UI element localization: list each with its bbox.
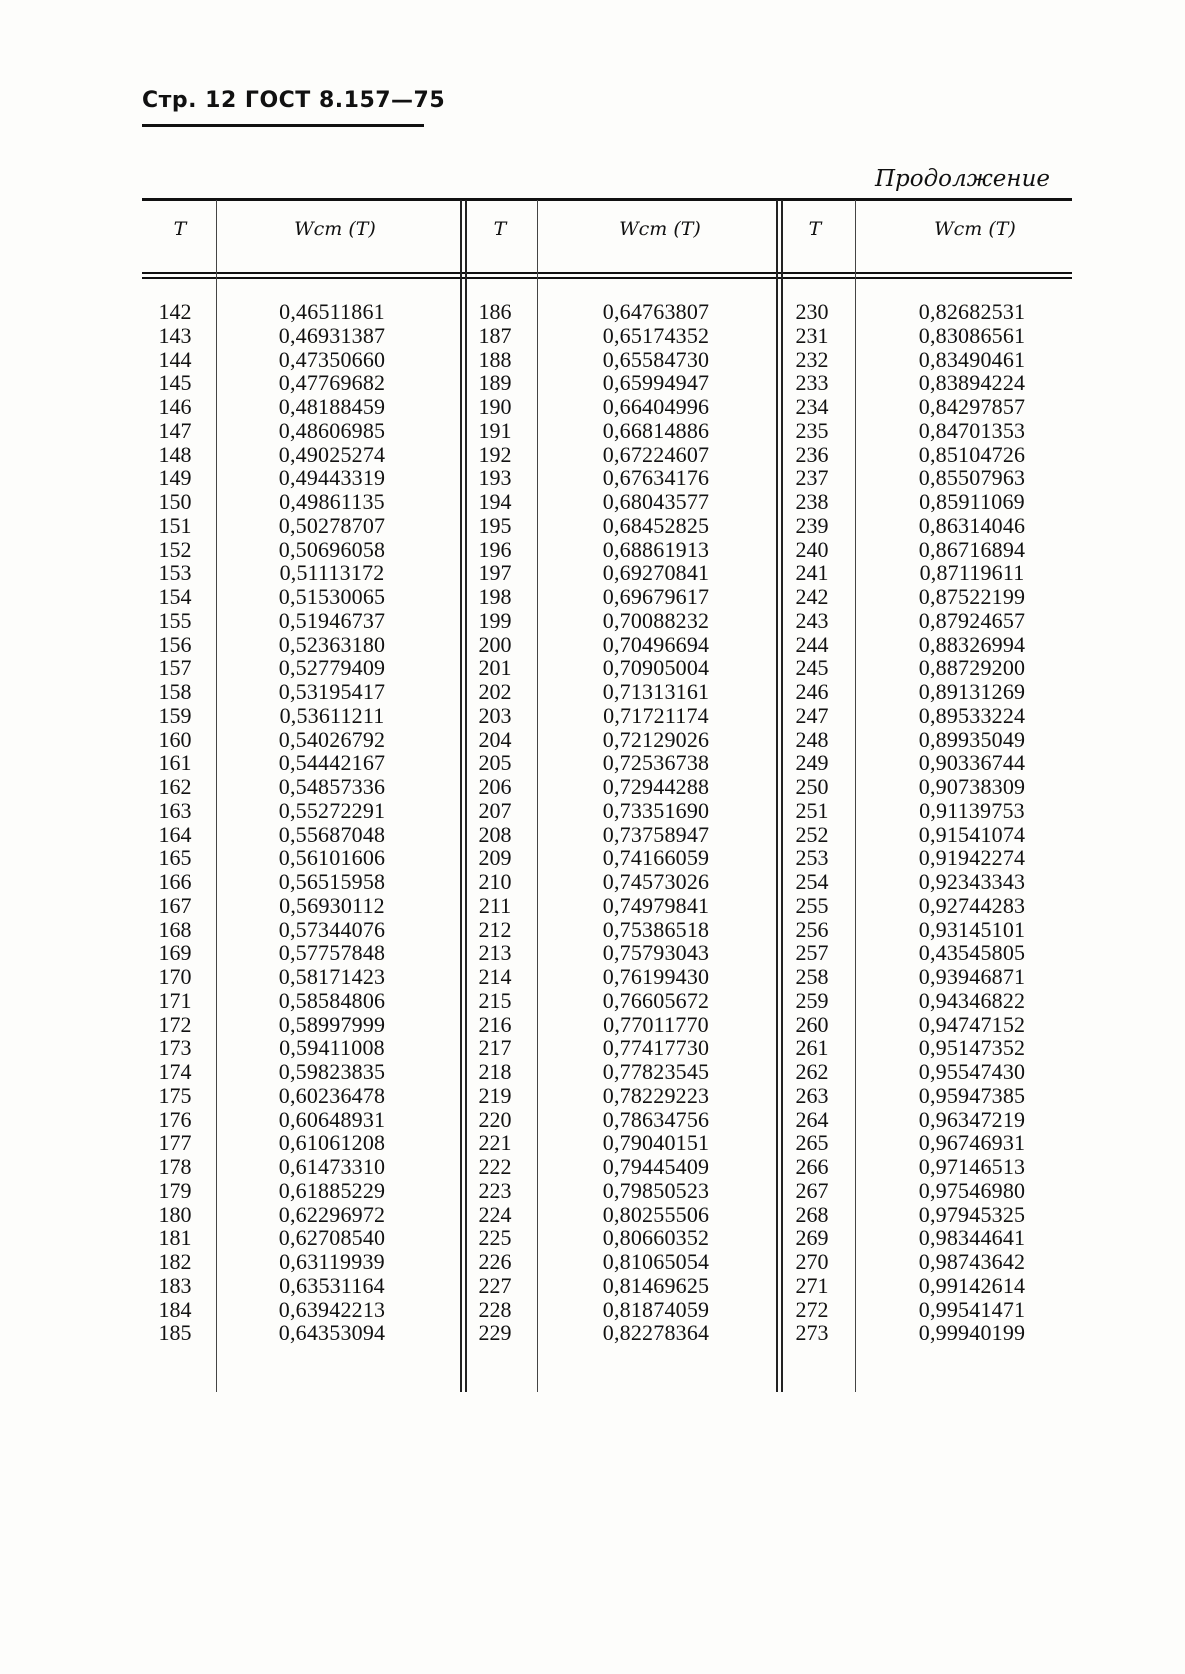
cell-ratio: 0,79850523: [602, 1177, 710, 1203]
cell-temperature: 173: [158, 1035, 192, 1061]
cell-temperature: 176: [158, 1106, 192, 1132]
cell-ratio: 0,53611211: [279, 702, 385, 728]
cell-ratio: 0,95147352: [918, 1035, 1026, 1061]
cell-ratio: 0,60236478: [278, 1082, 386, 1108]
cell-temperature: 160: [158, 726, 192, 752]
cell-ratio: 0,69270841: [602, 560, 710, 586]
cell-ratio: 0,48188459: [278, 394, 386, 419]
cell-ratio: 0,80660352: [602, 1225, 710, 1251]
cell-temperature: 162: [158, 774, 192, 799]
table-top-rule: [142, 198, 1072, 201]
cell-ratio: 0,77011770: [603, 1011, 709, 1037]
cell-ratio: 0,59411008: [279, 1035, 385, 1061]
cell-ratio: 0,76605672: [602, 987, 710, 1013]
cell-temperature: 154: [158, 584, 192, 609]
cell-temperature: 144: [158, 346, 192, 372]
cell-temperature: 174: [158, 1059, 192, 1084]
cell-temperature: 142: [158, 299, 192, 324]
cell-ratio: 0,47769682: [278, 370, 386, 396]
cell-temperature: 244: [795, 631, 829, 657]
cell-temperature: 192: [478, 441, 512, 467]
cell-ratio: 0,59823835: [278, 1059, 386, 1084]
cell-ratio: 0,53195417: [278, 679, 386, 704]
cell-ratio: 0,61885229: [278, 1177, 386, 1203]
cell-temperature: 211: [478, 892, 512, 918]
cell-temperature: 243: [795, 607, 829, 633]
cell-ratio: 0,63119939: [279, 1249, 385, 1274]
cell-temperature: 193: [478, 465, 512, 491]
cell-ratio: 0,99940199: [918, 1320, 1026, 1346]
cell-ratio: 0,74573026: [602, 869, 710, 894]
cell-temperature: 170: [158, 964, 192, 989]
cell-ratio: 0,93145101: [918, 916, 1026, 942]
cell-temperature: 217: [478, 1035, 512, 1061]
cell-temperature: 167: [158, 892, 192, 918]
cell-temperature: 240: [795, 536, 829, 562]
header-w-1: Wст (T): [294, 218, 376, 240]
cell-temperature: 255: [795, 892, 829, 918]
cell-temperature: 161: [158, 750, 192, 776]
cell-temperature: 235: [795, 417, 829, 443]
cell-ratio: 0,58171423: [278, 964, 386, 989]
cell-ratio: 0,65174352: [602, 322, 710, 348]
cell-ratio: 0,84297857: [918, 394, 1026, 419]
cell-ratio: 0,73351690: [602, 797, 710, 823]
cell-ratio: 0,64353094: [278, 1320, 386, 1346]
cell-ratio: 0,86314046: [918, 512, 1026, 538]
cell-ratio: 0,82682531: [918, 299, 1026, 324]
header-underline: [142, 124, 424, 127]
cell-ratio: 0,56515958: [278, 869, 386, 894]
cell-ratio: 0,52363180: [278, 631, 386, 657]
cell-temperature: 214: [478, 964, 512, 989]
cell-ratio: 0,83086561: [918, 322, 1026, 348]
header-w-2: Wст (T): [619, 218, 701, 240]
cell-temperature: 180: [158, 1201, 192, 1227]
cell-temperature: 163: [158, 797, 192, 823]
cell-temperature: 213: [478, 940, 512, 966]
cell-temperature: 158: [158, 679, 192, 704]
cell-ratio: 0,62296972: [278, 1201, 386, 1227]
cell-temperature: 152: [158, 536, 192, 562]
cell-ratio: 0,61473310: [278, 1154, 386, 1179]
cell-ratio: 0,86716894: [918, 536, 1026, 562]
cell-ratio: 0,65994947: [602, 370, 710, 396]
cell-temperature: 149: [158, 465, 192, 491]
cell-temperature: 143: [158, 322, 192, 348]
cell-ratio: 0,85507963: [918, 465, 1026, 491]
cell-ratio: 0,67634176: [602, 465, 710, 491]
group-divider: [460, 200, 462, 1392]
column-divider: [537, 200, 538, 1392]
column-w-group1: [232, 300, 432, 1345]
header-w-3: Wст (T): [934, 218, 1016, 240]
cell-ratio: 0,49025274: [278, 441, 386, 467]
cell-temperature: 203: [478, 702, 512, 728]
cell-temperature: 227: [478, 1272, 512, 1298]
column-w-group3: [872, 300, 1072, 1345]
cell-ratio: 0,91541074: [918, 821, 1026, 847]
cell-temperature: 271: [795, 1272, 829, 1298]
cell-temperature: 270: [795, 1249, 829, 1274]
cell-ratio: 0,58584806: [278, 987, 386, 1013]
cell-ratio: 0,93946871: [918, 964, 1026, 989]
column-t-group2: [465, 300, 525, 1345]
cell-temperature: 194: [478, 489, 512, 514]
cell-ratio: 0,85911069: [919, 489, 1025, 514]
cell-ratio: 0,78229223: [602, 1082, 710, 1108]
cell-temperature: 196: [478, 536, 512, 562]
cell-temperature: 146: [158, 394, 192, 419]
cell-temperature: 155: [158, 607, 192, 633]
cell-temperature: 184: [158, 1296, 192, 1322]
column-t-group3: [782, 300, 842, 1345]
cell-ratio: 0,92744283: [918, 892, 1026, 918]
cell-temperature: 151: [158, 512, 192, 538]
cell-temperature: 206: [478, 774, 512, 799]
cell-temperature: 239: [795, 512, 829, 538]
cell-ratio: 0,79445409: [602, 1154, 710, 1179]
cell-temperature: 273: [795, 1320, 829, 1346]
cell-temperature: 272: [795, 1296, 829, 1322]
cell-ratio: 0,72129026: [602, 726, 710, 752]
cell-ratio: 0,71313161: [602, 679, 710, 704]
cell-ratio: 0,92343343: [918, 869, 1026, 894]
cell-temperature: 265: [795, 1130, 829, 1156]
cell-temperature: 182: [158, 1249, 192, 1274]
cell-ratio: 0,54857336: [278, 774, 386, 799]
cell-ratio: 0,62708540: [278, 1225, 386, 1251]
cell-ratio: 0,54442167: [278, 750, 386, 776]
cell-temperature: 172: [158, 1011, 192, 1037]
cell-ratio: 0,49861135: [279, 489, 385, 514]
group-divider: [776, 200, 778, 1392]
cell-temperature: 210: [478, 869, 512, 894]
cell-ratio: 0,50696058: [278, 536, 386, 562]
cell-ratio: 0,70905004: [602, 655, 710, 681]
header-t-1: T: [173, 218, 187, 240]
cell-temperature: 249: [795, 750, 829, 776]
cell-ratio: 0,72536738: [602, 750, 710, 776]
cell-temperature: 253: [795, 845, 829, 871]
cell-ratio: 0,96347219: [918, 1106, 1026, 1132]
cell-temperature: 166: [158, 869, 192, 894]
cell-ratio: 0,61061208: [278, 1130, 386, 1156]
cell-temperature: 191: [478, 417, 512, 443]
cell-ratio: 0,70496694: [602, 631, 710, 657]
cell-temperature: 150: [158, 489, 192, 514]
cell-temperature: 199: [478, 607, 512, 633]
cell-temperature: 238: [795, 489, 829, 514]
cell-temperature: 183: [158, 1272, 192, 1298]
cell-ratio: 0,51946737: [278, 607, 386, 633]
cell-ratio: 0,63531164: [279, 1272, 385, 1298]
cell-ratio: 0,90738309: [918, 774, 1026, 799]
cell-ratio: 0,57757848: [278, 940, 386, 966]
table-header-rule-second: [142, 277, 1072, 279]
cell-ratio: 0,55272291: [278, 797, 386, 823]
cell-temperature: 261: [795, 1035, 829, 1061]
cell-temperature: 207: [478, 797, 512, 823]
cell-temperature: 179: [158, 1177, 192, 1203]
cell-ratio: 0,72944288: [602, 774, 710, 799]
cell-temperature: 200: [478, 631, 512, 657]
cell-ratio: 0,97945325: [918, 1201, 1026, 1227]
cell-temperature: 229: [478, 1320, 512, 1346]
cell-ratio: 0,75793043: [602, 940, 710, 966]
cell-ratio: 0,99142614: [918, 1272, 1026, 1298]
cell-temperature: 178: [158, 1154, 192, 1179]
column-w-group2: [556, 300, 756, 1345]
cell-ratio: 0,99541471: [918, 1296, 1026, 1322]
cell-ratio: 0,81874059: [602, 1296, 710, 1322]
cell-temperature: 169: [158, 940, 192, 966]
cell-temperature: 246: [795, 679, 829, 704]
cell-ratio: 0,97146513: [918, 1154, 1026, 1179]
cell-ratio: 0,95947385: [918, 1082, 1026, 1108]
cell-temperature: 204: [478, 726, 512, 752]
cell-temperature: 222: [478, 1154, 512, 1179]
cell-temperature: 250: [795, 774, 829, 799]
cell-ratio: 0,98344641: [918, 1225, 1026, 1251]
cell-ratio: 0,49443319: [278, 465, 386, 491]
cell-ratio: 0,64763807: [602, 299, 710, 324]
cell-ratio: 0,94346822: [918, 987, 1026, 1013]
cell-temperature: 236: [795, 441, 829, 467]
cell-temperature: 267: [795, 1177, 829, 1203]
cell-temperature: 187: [478, 322, 512, 348]
column-divider: [855, 200, 856, 1392]
cell-ratio: 0,54026792: [278, 726, 386, 752]
cell-temperature: 171: [158, 987, 192, 1013]
cell-temperature: 234: [795, 394, 829, 419]
cell-temperature: 258: [795, 964, 829, 989]
cell-ratio: 0,47350660: [278, 346, 386, 372]
cell-ratio: 0,68861913: [602, 536, 710, 562]
cell-temperature: 231: [795, 322, 829, 348]
cell-ratio: 0,48606985: [278, 417, 386, 443]
cell-ratio: 0,91942274: [918, 845, 1026, 871]
cell-temperature: 157: [158, 655, 192, 681]
cell-temperature: 156: [158, 631, 192, 657]
cell-temperature: 251: [795, 797, 829, 823]
column-t-group1: [145, 300, 205, 1345]
cell-ratio: 0,57344076: [278, 916, 386, 942]
cell-ratio: 0,84701353: [918, 417, 1026, 443]
cell-ratio: 0,87522199: [918, 584, 1026, 609]
cell-temperature: 225: [478, 1225, 512, 1251]
cell-temperature: 263: [795, 1082, 829, 1108]
cell-ratio: 0,56930112: [279, 892, 385, 918]
cell-temperature: 159: [158, 702, 192, 728]
cell-temperature: 188: [478, 346, 512, 372]
cell-temperature: 252: [795, 821, 829, 847]
cell-ratio: 0,88326994: [918, 631, 1026, 657]
cell-temperature: 226: [478, 1249, 512, 1274]
cell-ratio: 0,46511861: [279, 299, 385, 324]
cell-temperature: 212: [478, 916, 512, 942]
cell-ratio: 0,66404996: [602, 394, 710, 419]
cell-ratio: 0,68452825: [602, 512, 710, 538]
cell-ratio: 0,97546980: [918, 1177, 1026, 1203]
header-t-3: T: [808, 218, 822, 240]
cell-ratio: 0,51113172: [279, 560, 385, 586]
cell-temperature: 232: [795, 346, 829, 372]
cell-ratio: 0,74979841: [602, 892, 710, 918]
cell-ratio: 0,87119611: [919, 560, 1025, 586]
cell-ratio: 0,50278707: [278, 512, 386, 538]
cell-ratio: 0,82278364: [602, 1320, 710, 1346]
cell-temperature: 247: [795, 702, 829, 728]
cell-temperature: 242: [795, 584, 829, 609]
cell-ratio: 0,76199430: [602, 964, 710, 989]
cell-temperature: 264: [795, 1106, 829, 1132]
cell-ratio: 0,55687048: [278, 821, 386, 847]
cell-ratio: 0,81065054: [602, 1249, 710, 1274]
cell-temperature: 248: [795, 726, 829, 752]
cell-temperature: 148: [158, 441, 192, 467]
cell-ratio: 0,80255506: [602, 1201, 710, 1227]
cell-temperature: 269: [795, 1225, 829, 1251]
cell-ratio: 0,94747152: [918, 1011, 1026, 1037]
cell-ratio: 0,63942213: [278, 1296, 386, 1322]
cell-ratio: 0,58997999: [278, 1011, 386, 1037]
cell-ratio: 0,56101606: [278, 845, 386, 871]
cell-ratio: 0,89533224: [918, 702, 1026, 728]
cell-temperature: 153: [158, 560, 192, 586]
cell-ratio: 0,90336744: [918, 750, 1026, 776]
cell-temperature: 190: [478, 394, 512, 419]
cell-ratio: 0,70088232: [602, 607, 710, 633]
cell-ratio: 0,88729200: [918, 655, 1026, 681]
cell-ratio: 0,75386518: [602, 916, 710, 942]
cell-temperature: 205: [478, 750, 512, 776]
cell-temperature: 186: [478, 299, 512, 324]
column-divider: [216, 200, 217, 1392]
cell-temperature: 147: [158, 417, 192, 443]
cell-ratio: 0,79040151: [602, 1130, 710, 1156]
cell-ratio: 0,66814886: [602, 417, 710, 443]
cell-temperature: 230: [795, 299, 829, 324]
cell-ratio: 0,81469625: [602, 1272, 710, 1298]
cell-ratio: 0,67224607: [602, 441, 710, 467]
cell-temperature: 223: [478, 1177, 512, 1203]
cell-ratio: 0,77823545: [602, 1059, 710, 1084]
cell-temperature: 185: [158, 1320, 192, 1346]
cell-temperature: 209: [478, 845, 512, 871]
cell-ratio: 0,91139753: [919, 797, 1025, 823]
cell-ratio: 0,83894224: [918, 370, 1026, 396]
cell-ratio: 0,85104726: [918, 441, 1026, 467]
cell-temperature: 201: [478, 655, 512, 681]
cell-temperature: 237: [795, 465, 829, 491]
cell-temperature: 245: [795, 655, 829, 681]
cell-temperature: 218: [478, 1059, 512, 1084]
cell-temperature: 262: [795, 1059, 829, 1084]
cell-temperature: 268: [795, 1201, 829, 1227]
cell-temperature: 219: [478, 1082, 512, 1108]
cell-temperature: 177: [158, 1130, 192, 1156]
cell-ratio: 0,78634756: [602, 1106, 710, 1132]
cell-temperature: 145: [158, 370, 192, 396]
cell-temperature: 221: [478, 1130, 512, 1156]
page-header: Стр. 12 ГОСТ 8.157—75: [142, 88, 446, 113]
cell-temperature: 256: [795, 916, 829, 942]
cell-temperature: 195: [478, 512, 512, 538]
table-header-rule: [142, 272, 1072, 274]
cell-temperature: 260: [795, 1011, 829, 1037]
header-t-2: T: [493, 218, 507, 240]
cell-temperature: 254: [795, 869, 829, 894]
cell-temperature: 233: [795, 370, 829, 396]
cell-ratio: 0,95547430: [918, 1059, 1026, 1084]
cell-temperature: 175: [158, 1082, 192, 1108]
cell-ratio: 0,74166059: [602, 845, 710, 871]
cell-temperature: 266: [795, 1154, 829, 1179]
cell-temperature: 224: [478, 1201, 512, 1227]
cell-temperature: 164: [158, 821, 192, 847]
cell-temperature: 197: [478, 560, 512, 586]
cell-temperature: 208: [478, 821, 512, 847]
cell-ratio: 0,52779409: [278, 655, 386, 681]
continuation-label: Продолжение: [874, 166, 1050, 192]
cell-ratio: 0,68043577: [602, 489, 710, 514]
cell-temperature: 215: [478, 987, 512, 1013]
cell-ratio: 0,51530065: [278, 584, 386, 609]
cell-temperature: 220: [478, 1106, 512, 1132]
cell-temperature: 181: [158, 1225, 192, 1251]
cell-temperature: 202: [478, 679, 512, 704]
cell-temperature: 259: [795, 987, 829, 1013]
cell-ratio: 0,69679617: [602, 584, 710, 609]
cell-temperature: 228: [478, 1296, 512, 1322]
cell-ratio: 0,43545805: [918, 940, 1026, 966]
cell-ratio: 0,60648931: [278, 1106, 386, 1132]
cell-temperature: 241: [795, 560, 829, 586]
cell-temperature: 198: [478, 584, 512, 609]
cell-temperature: 168: [158, 916, 192, 942]
cell-ratio: 0,46931387: [278, 322, 386, 348]
cell-ratio: 0,87924657: [918, 607, 1026, 633]
cell-temperature: 165: [158, 845, 192, 871]
cell-ratio: 0,73758947: [602, 821, 710, 847]
cell-ratio: 0,71721174: [603, 702, 709, 728]
cell-ratio: 0,89935049: [918, 726, 1026, 752]
cell-ratio: 0,65584730: [602, 346, 710, 372]
cell-ratio: 0,96746931: [918, 1130, 1026, 1156]
cell-temperature: 257: [795, 940, 829, 966]
cell-ratio: 0,89131269: [918, 679, 1026, 704]
cell-ratio: 0,98743642: [918, 1249, 1026, 1274]
cell-ratio: 0,83490461: [918, 346, 1026, 372]
cell-temperature: 189: [478, 370, 512, 396]
cell-ratio: 0,77417730: [602, 1035, 710, 1061]
cell-temperature: 216: [478, 1011, 512, 1037]
